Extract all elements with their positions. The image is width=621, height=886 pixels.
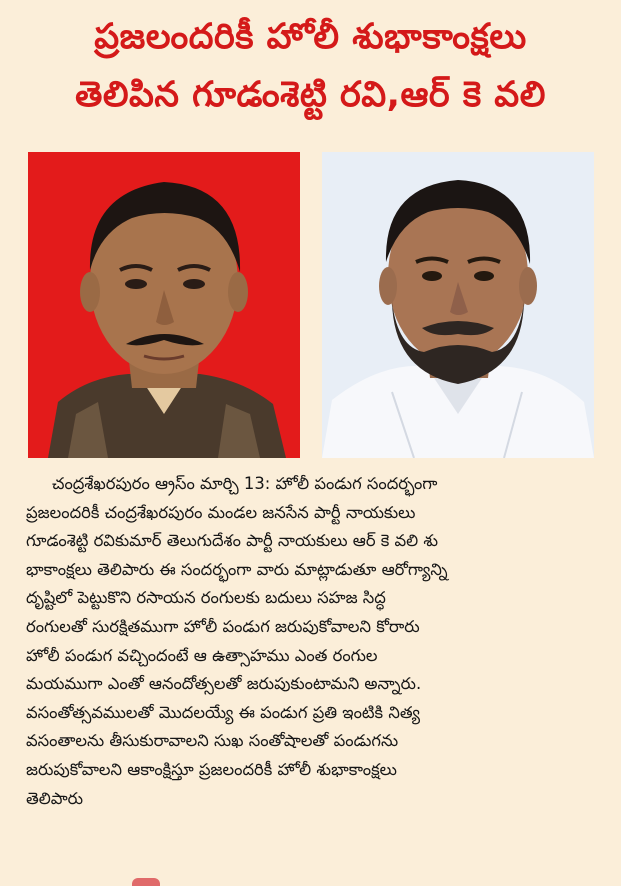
article-line: గూడంశెట్టి రవికుమార్ తెలుగుదేశం పార్టీ నాయకులు ఆర్ కె వలి శు	[26, 531, 439, 551]
headline-line-1: ప్రజలందరికీ హోలీ శుభాకాంక్షలు	[94, 17, 527, 57]
article-line: దృష్టిలో పెట్టుకొని రసాయన రంగులకు బదులు సహజ సిద్ధ	[26, 588, 386, 608]
article-line: భాకాంక్షలు తెలిపారు ఈ సందర్భంగా వారు మాట్లాడుతూ ఆరోగ్యాన్ని	[26, 559, 448, 579]
bottom-decoration	[132, 878, 160, 886]
headline	[0, 8, 621, 124]
article-line: తెలిపారు	[26, 788, 84, 808]
article-line: వసంతాలను తీసుకురావాలని సుఖ సంతోషాలతో పండుగను	[26, 731, 399, 751]
portrait-left-image	[28, 152, 300, 458]
article-line: వసంతోత్సవములతో మొదలయ్యే ఈ పండుగ ప్రతి ఇంటికి నిత్య	[26, 702, 420, 722]
article-line: జరుపుకోవాలని ఆకాంక్షిస్తూ ప్రజలందరికీ హోలీ శుభాకాంక్షలు	[26, 759, 397, 779]
headline-line-2: తెలిపిన గూడంశెట్టి రవి,ఆర్ కె వలి	[75, 75, 546, 115]
article-line: హోలీ పండుగ వచ్చిందంటే ఆ ఉత్సాహము ఎంత రంగుల	[26, 645, 378, 665]
portrait-photo-left	[28, 152, 300, 458]
article-body	[26, 470, 600, 813]
article-line: ప్రజలందరికీ చంద్రశేఖరపురం మండల జనసేన పార్టీ నాయకులు	[26, 502, 416, 522]
article-line: చంద్రశేఖరపురం ఆ్రస్ం మార్చి 13: హోలీ పండుగ సందర్భంగా	[52, 474, 438, 493]
portrait-right-image	[322, 152, 594, 458]
portrait-photo-right	[322, 152, 594, 458]
article-line: మయముగా ఎంతో ఆనందోత్సలతో జరుపుకుంటామని అన్నారు.	[26, 674, 422, 694]
article-line: రంగులతో సురక్షితముగా హోలీ పండుగ జరుపుకోవాలని కోరారు	[26, 616, 420, 636]
